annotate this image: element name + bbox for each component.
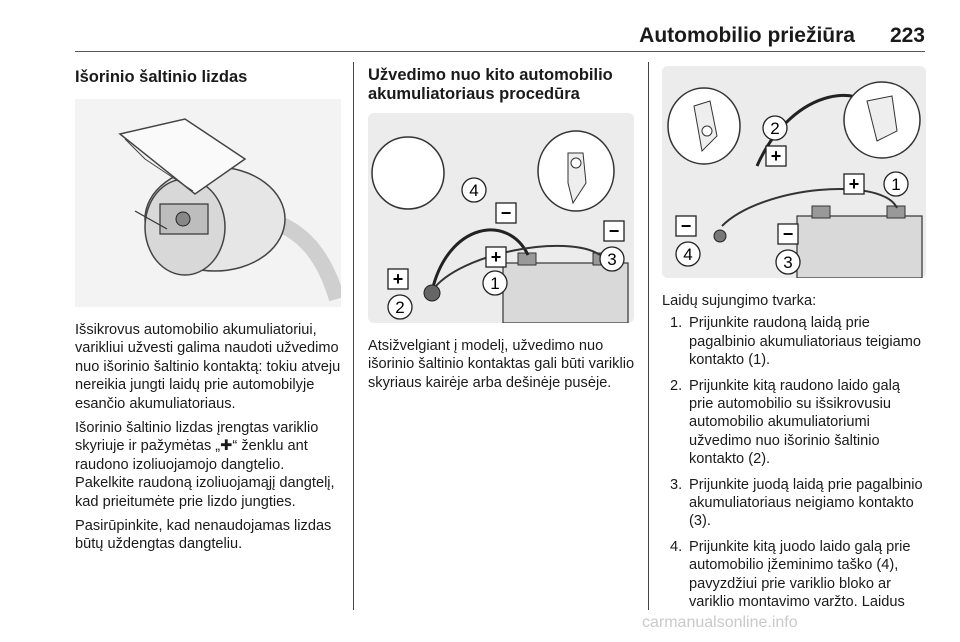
label-1: 1 — [490, 274, 500, 293]
label-3: 3 — [783, 253, 793, 272]
plus-label: + — [490, 247, 502, 267]
list-item: 2. Prijunkite kitą raudono laido galą prie automobilio su išsikrovusiu automobilio akumuliatoriumi užvedimo nuo išorinio šaltinio kontakto (2). — [670, 377, 900, 468]
label-4: 4 — [683, 245, 693, 264]
page-title: Automobilio priežiūra — [639, 24, 855, 47]
section-heading-external-socket: Išorinio šaltinio lizdas — [75, 68, 248, 86]
column-divider-2 — [648, 62, 649, 610]
plus-label: + — [848, 174, 860, 194]
section-heading-jump-start: Užvedimo nuo kito automobilio akumuliatoriaus procedūra — [368, 66, 613, 103]
jump-start-diagram-right — [662, 66, 926, 278]
connection-steps-list — [662, 314, 926, 611]
plus-label: + — [392, 269, 404, 289]
list-item: 4. Prijunkite kitą juodo laido galą prie automobilio įžeminimo taško (4), pavyzdžiui prie variklio bloko ar variklio montavimo varžto. Laidus — [670, 538, 911, 611]
label-2: 2 — [770, 119, 780, 138]
paragraph-1: Išsikrovus automobilio akumuliatoriui, varikliui užvesti galima naudoti užvedimo nuo išorinio šaltinio kontaktą: tokiu atveju nereikia jungti laidų prie automobilyje esančio akumuliatoriaus. — [75, 322, 341, 412]
socket-illustration — [75, 99, 341, 307]
column-2 — [368, 60, 638, 398]
list-item: 1. Prijunkite raudoną laidą prie pagalbinio akumuliatoriaus teigiamo kontakto (1). — [670, 315, 922, 369]
paragraph-2: Išorinio šaltinio lizdas įrengtas variklio skyriuje ir pažymėtas „✚“ ženklu ant raudono izoliuojamojo dangtelio. Pakelkite raudoną izoliuojamąjį dangtelį, kad prieitumėte prie lizdo jungties. — [75, 420, 335, 510]
paragraph-model-note: Atsižvelgiant į modelį, užvedimo nuo išorinio šaltinio kontaktas gali būti variklio skyriaus kairėje arba dešinėje pusėje. — [368, 338, 635, 391]
minus-label: − — [782, 224, 794, 244]
label-1: 1 — [891, 175, 901, 194]
plus-symbol-icon: ✚ — [220, 438, 233, 455]
page-number: 223 — [889, 24, 925, 47]
paragraph-3: Pasirūpinkite, kad nenaudojamas lizdas būtų uždengtas dangteliu. — [75, 518, 332, 553]
minus-label: − — [500, 203, 512, 223]
column-3 — [662, 60, 926, 619]
label-2: 2 — [395, 298, 405, 317]
column-1 — [75, 60, 343, 560]
plus-label: + — [770, 146, 782, 166]
label-4: 4 — [469, 181, 479, 200]
jump-start-diagram-left — [368, 113, 634, 323]
minus-label: − — [608, 221, 620, 241]
column-divider-1 — [353, 62, 354, 610]
list-item: 3. Prijunkite juodą laidą prie pagalbinio akumuliatoriaus neigiamo kontakto (3). — [670, 476, 923, 530]
minus-label: − — [680, 216, 692, 236]
page-header — [75, 22, 925, 52]
label-3: 3 — [607, 250, 617, 269]
watermark: carmanualsonline.info — [642, 614, 798, 631]
connection-order-intro: Laidų sujungimo tvarka: — [662, 293, 817, 309]
